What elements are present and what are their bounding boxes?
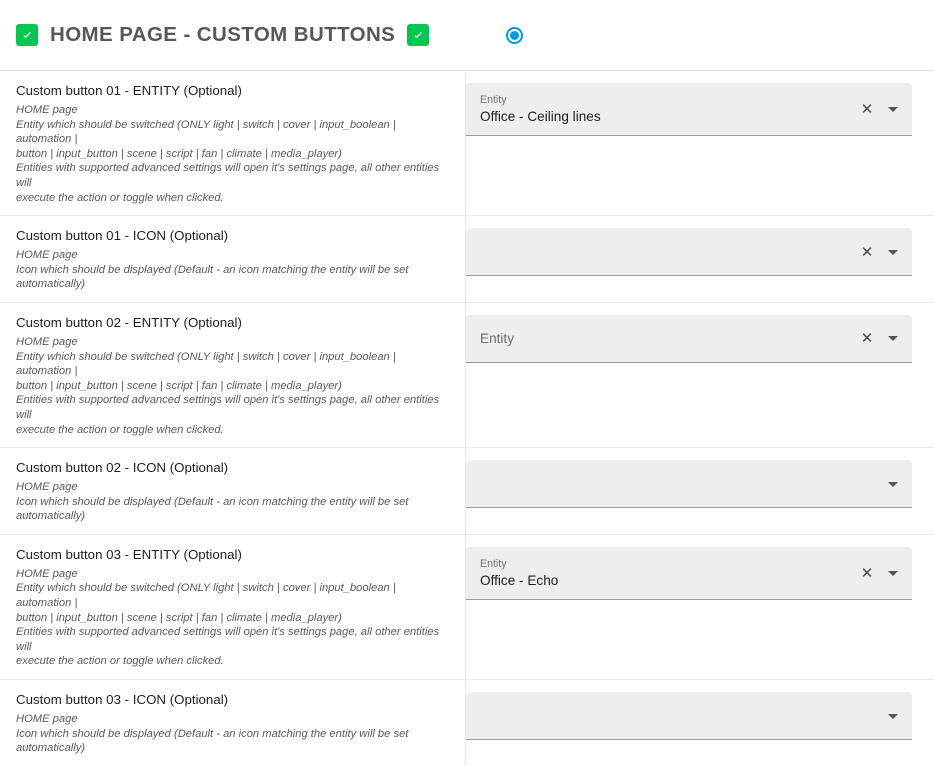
header-checkbox-right[interactable] bbox=[407, 24, 429, 46]
entity-select-field[interactable] bbox=[466, 315, 912, 363]
field-value: Office - Echo bbox=[480, 572, 559, 588]
section-header bbox=[0, 0, 934, 71]
field-actions bbox=[854, 97, 906, 123]
field-underline bbox=[466, 507, 912, 508]
setting-description-line: Entities with supported advanced settings will open it's settings page, all other entities will bbox=[16, 394, 440, 421]
setting-description-cell bbox=[0, 303, 466, 447]
entity-select-field[interactable] bbox=[466, 83, 912, 136]
settings-rows bbox=[0, 71, 934, 766]
field-actions bbox=[854, 326, 906, 352]
setting-description-cell bbox=[0, 216, 466, 302]
field-text-area[interactable] bbox=[480, 246, 854, 258]
setting-description-line: HOME page bbox=[16, 567, 78, 580]
caret-shape bbox=[888, 714, 898, 719]
setting-description-line: execute the action or toggle when clicked. bbox=[16, 191, 224, 204]
setting-label: Custom button 02 - ENTITY (Optional) bbox=[16, 314, 242, 330]
setting-description-line: Icon which should be displayed (Default - an icon matching the entity will be set bbox=[16, 495, 409, 508]
setting-description bbox=[16, 480, 447, 524]
field-actions bbox=[854, 239, 906, 265]
entity-select-field[interactable] bbox=[466, 547, 912, 600]
setting-description-cell bbox=[0, 448, 466, 534]
chevron-down-icon[interactable] bbox=[880, 471, 906, 497]
field-actions bbox=[854, 560, 906, 586]
settings-row bbox=[0, 448, 934, 535]
caret-shape bbox=[888, 250, 898, 255]
setting-description-line: Entities with supported advanced settings will open it's settings page, all other entities will bbox=[16, 626, 440, 653]
radio-selected-icon bbox=[506, 27, 523, 44]
setting-control-cell bbox=[466, 535, 934, 612]
chevron-down-icon[interactable] bbox=[880, 560, 906, 586]
setting-description-line: HOME page bbox=[16, 335, 78, 348]
field-underline bbox=[466, 135, 912, 136]
chevron-down-icon[interactable] bbox=[880, 326, 906, 352]
setting-label: Custom button 03 - ENTITY (Optional) bbox=[16, 546, 242, 562]
setting-description-line: automatically) bbox=[16, 742, 86, 755]
setting-description-cell bbox=[0, 71, 466, 215]
check-icon bbox=[20, 28, 35, 43]
field-floating-label: Entity bbox=[480, 557, 507, 570]
setting-description bbox=[16, 103, 447, 205]
field-underline bbox=[466, 599, 912, 600]
chevron-down-icon[interactable] bbox=[880, 239, 906, 265]
setting-description-line: automatically) bbox=[16, 278, 86, 291]
clear-icon[interactable]: ✕ bbox=[860, 101, 874, 118]
settings-row bbox=[0, 216, 934, 303]
setting-description-line: Entity which should be switched (ONLY light | switch | cover | input_boolean | automation | bbox=[16, 118, 396, 146]
caret-shape bbox=[888, 336, 898, 341]
field-placeholder: Entity bbox=[480, 331, 514, 347]
field-actions bbox=[880, 703, 906, 729]
setting-description-line: Icon which should be displayed (Default - an icon matching the entity will be set bbox=[16, 727, 409, 740]
clear-icon[interactable]: ✕ bbox=[860, 564, 874, 582]
setting-control-cell bbox=[466, 216, 934, 288]
setting-control-cell bbox=[466, 71, 934, 148]
field-text-area[interactable] bbox=[480, 324, 854, 353]
field-text-area[interactable] bbox=[480, 88, 854, 131]
field-floating-label: Entity bbox=[480, 94, 507, 106]
setting-label: Custom button 01 - ENTITY (Optional) bbox=[16, 83, 242, 98]
caret-shape bbox=[888, 571, 898, 576]
setting-description bbox=[16, 248, 447, 292]
section-radio-button[interactable] bbox=[497, 18, 531, 52]
setting-control-cell bbox=[466, 303, 934, 375]
caret-shape bbox=[888, 482, 898, 487]
settings-row bbox=[0, 680, 934, 766]
entity-select-field[interactable] bbox=[466, 228, 912, 276]
setting-description-line: HOME page bbox=[16, 713, 78, 726]
setting-description-line: button | input_button | scene | script | fan | climate | media_player) bbox=[16, 611, 342, 624]
chevron-down-icon[interactable] bbox=[880, 97, 906, 123]
setting-description-line: execute the action or toggle when clicked. bbox=[16, 655, 224, 668]
clear-icon[interactable]: ✕ bbox=[860, 330, 874, 348]
setting-label: Custom button 02 - ICON (Optional) bbox=[16, 460, 229, 476]
header-checkbox-left[interactable] bbox=[16, 24, 38, 46]
setting-control-cell bbox=[466, 448, 934, 520]
field-actions bbox=[880, 471, 906, 497]
field-text-area[interactable] bbox=[480, 478, 880, 490]
setting-description-line: button | input_button | scene | script | fan | climate | media_player) bbox=[16, 147, 342, 160]
field-underline bbox=[466, 362, 912, 363]
field-underline bbox=[466, 275, 912, 276]
field-underline bbox=[466, 739, 912, 740]
setting-description-line: HOME page bbox=[16, 104, 78, 116]
setting-description-line: automatically) bbox=[16, 510, 86, 523]
setting-description-cell bbox=[0, 535, 466, 679]
settings-row bbox=[0, 535, 934, 680]
entity-select-field[interactable] bbox=[466, 460, 912, 508]
clear-icon[interactable]: ✕ bbox=[860, 243, 874, 261]
setting-description bbox=[16, 712, 447, 756]
setting-control-cell bbox=[466, 680, 934, 752]
check-icon bbox=[411, 28, 426, 43]
settings-row bbox=[0, 303, 934, 448]
setting-description bbox=[16, 567, 447, 669]
page-title: HOME PAGE - CUSTOM BUTTONS bbox=[50, 23, 396, 46]
setting-description-line: Icon which should be displayed (Default - an icon matching the entity will be set bbox=[16, 263, 409, 276]
field-value: Office - Ceiling lines bbox=[480, 109, 601, 124]
setting-description-line: Entity which should be switched (ONLY light | switch | cover | input_boolean | automation | bbox=[16, 582, 396, 610]
setting-description-line: HOME page bbox=[16, 481, 78, 494]
settings-row bbox=[0, 71, 934, 216]
setting-description-line: Entity which should be switched (ONLY light | switch | cover | input_boolean | automation | bbox=[16, 350, 396, 378]
setting-description-line: Entities with supported advanced settings will open it's settings page, all other entities will bbox=[16, 162, 440, 189]
setting-label: Custom button 01 - ICON (Optional) bbox=[16, 228, 229, 244]
field-text-area[interactable] bbox=[480, 552, 854, 595]
entity-select-field[interactable] bbox=[466, 692, 912, 740]
setting-description-line: button | input_button | scene | script | fan | climate | media_player) bbox=[16, 379, 342, 392]
setting-description-cell bbox=[0, 680, 466, 766]
radio-inner-dot bbox=[510, 31, 519, 40]
chevron-down-icon[interactable] bbox=[880, 703, 906, 729]
caret-shape bbox=[888, 107, 898, 112]
setting-description-line: execute the action or toggle when clicked. bbox=[16, 423, 224, 436]
setting-label: Custom button 03 - ICON (Optional) bbox=[16, 692, 229, 708]
field-text-area[interactable] bbox=[480, 710, 880, 722]
setting-description bbox=[16, 335, 447, 437]
setting-description-line: HOME page bbox=[16, 249, 78, 262]
